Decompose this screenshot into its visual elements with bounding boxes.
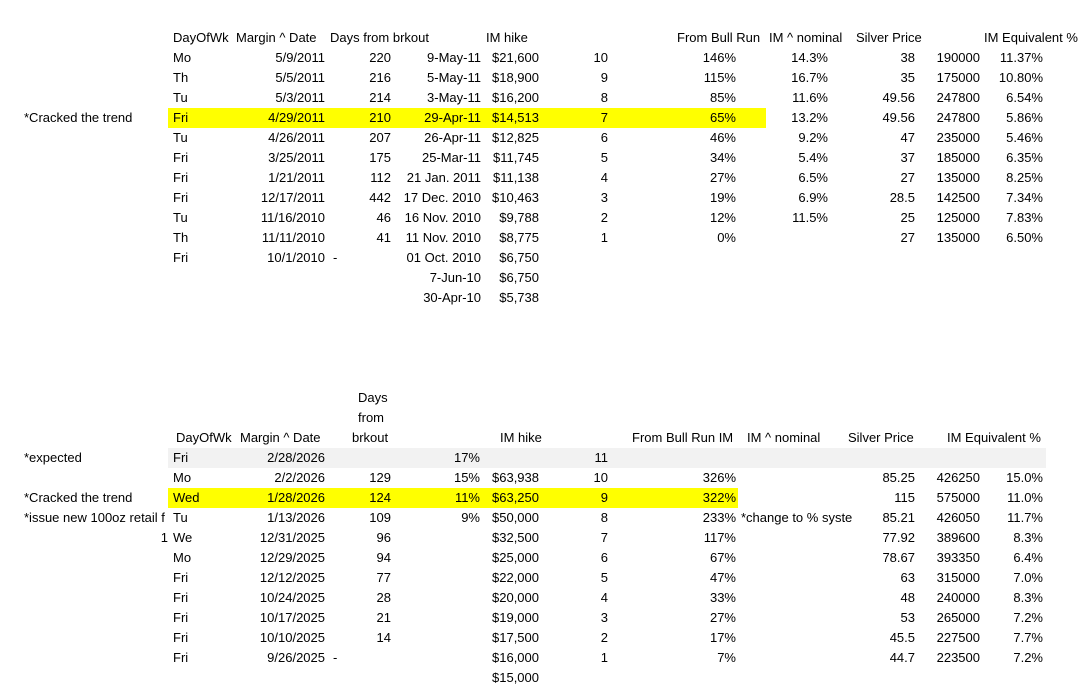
table2-row10-days: -	[333, 650, 338, 665]
table1-row1-equiv-pct: 10.80%	[998, 70, 1043, 85]
table2-row0-margin-date: 2/28/2026	[267, 450, 325, 465]
t2-header-im-nominal: IM ^ nominal	[747, 430, 821, 445]
table2-row4-pct	[430, 528, 480, 548]
table1-row8-equiv-val: 125000	[936, 210, 980, 225]
table1-row7-from-bull: 19%	[709, 190, 736, 205]
table1-row1-days: 216	[369, 70, 391, 85]
table2-row10-from-bull: 7%	[717, 650, 736, 665]
t1-header-im-equiv: IM Equivalent %	[984, 30, 1078, 45]
table2-row9-day: Fri	[173, 630, 189, 645]
table1-row2-im-hike: $16,200	[492, 90, 539, 105]
table2-row10-pct	[430, 648, 480, 668]
table2-row3-n: 8	[600, 510, 608, 525]
table1-row7-n: 3	[600, 190, 608, 205]
table1-row10-n	[560, 248, 608, 268]
table1-row6-n: 4	[600, 170, 608, 185]
table1-row7-equiv-pct: 7.34%	[1006, 190, 1043, 205]
table2-row6-days: 77	[376, 570, 391, 585]
table2-row4-equiv-val: 389600	[936, 530, 980, 545]
table2-row10-im-hike: $16,000	[492, 650, 539, 665]
table2-row7-days: 28	[376, 590, 391, 605]
table2-row1-day: Mo	[173, 470, 192, 485]
table1-row6-silver: 27	[900, 170, 915, 185]
table1-row9-equiv-pct: 6.50%	[1006, 230, 1043, 245]
t2-note-cracked: *Cracked the trend	[24, 490, 133, 505]
table1-row0-im-nominal: 14.3%	[791, 50, 828, 65]
table2-row3-pct: 9%	[461, 510, 480, 525]
table2-row8-days: 21	[376, 610, 391, 625]
table2-row3-days: 109	[369, 510, 391, 525]
table2-row5-equiv-val: 393350	[936, 550, 980, 565]
table1-row10-from-bull	[660, 248, 736, 268]
table2-row6-equiv-pct: 7.0%	[1013, 570, 1043, 585]
table2-row4-equiv-pct: 8.3%	[1013, 530, 1043, 545]
table1-row5-equiv-pct: 6.35%	[1006, 150, 1043, 165]
table2-row6-im-hike: $22,000	[492, 570, 539, 585]
t2-header-margin-date: Margin ^ Date	[240, 430, 321, 445]
table1-row10-im-nominal	[760, 248, 828, 268]
table2-row5-n: 6	[600, 550, 608, 565]
table1-row7-margin-date: 12/17/2011	[260, 190, 325, 205]
table1-row0-equiv-pct: 11.37%	[999, 50, 1043, 65]
table1-row2-equiv-val: 247800	[936, 90, 980, 105]
table1-row11-equiv-pct	[990, 268, 1043, 288]
table1-row3-equiv-val: 247800	[936, 110, 980, 125]
t1-note-cracked: *Cracked the trend	[24, 110, 133, 125]
table1-row10-equiv-val	[930, 248, 980, 268]
table1-row11-from-bull	[660, 268, 736, 288]
table2-row9-pct	[430, 628, 480, 648]
table1-row3-equiv-pct: 5.86%	[1006, 110, 1043, 125]
table1-row2-equiv-pct: 6.54%	[1006, 90, 1043, 105]
table2-row3-equiv-pct: 11.7%	[1007, 510, 1043, 525]
table1-row6-equiv-pct: 8.25%	[1006, 170, 1043, 185]
table2-row1-equiv-pct: 15.0%	[1006, 470, 1043, 485]
table2-row3-from-bull: 233%	[702, 510, 736, 525]
table1-row5-hike-date: 25-Mar-11	[421, 150, 481, 165]
table1-row0-from-bull: 146%	[702, 50, 736, 65]
table2-row7-pct	[430, 588, 480, 608]
table2-row5-day: Mo	[173, 550, 192, 565]
table1-row7-hike-date: 17 Dec. 2010	[403, 190, 481, 205]
table1-row0-hike-date: 9-May-11	[427, 50, 481, 65]
table1-row12-days	[350, 288, 391, 308]
table2-row2-silver: 115	[894, 490, 915, 505]
table2-row2-day: Wed	[173, 490, 200, 505]
table1-row7-equiv-val: 142500	[936, 190, 980, 205]
table2-row0-pct: 17%	[453, 450, 480, 465]
table2-row8-from-bull: 27%	[709, 610, 736, 625]
table2-row0-silver	[860, 448, 915, 468]
t1-header-silver-price: Silver Price	[856, 30, 922, 45]
table1-row4-silver: 47	[900, 130, 915, 145]
table1-row3-days: 210	[369, 110, 391, 125]
table2-row8-pct	[430, 608, 480, 628]
table2-row11-silver	[860, 668, 915, 688]
table1-row1-n: 9	[600, 70, 608, 85]
table1-row9-day: Th	[173, 230, 189, 245]
table2-row8-day: Fri	[173, 610, 189, 625]
table1-row11-im-hike: $6,750	[499, 270, 539, 285]
table1-row2-margin-date: 5/3/2011	[275, 90, 325, 105]
table2-row9-days: 14	[376, 630, 391, 645]
table1-row10-hike-date: 01 Oct. 2010	[406, 250, 481, 265]
table1-row11-silver	[860, 268, 915, 288]
table2-row8-im-hike: $19,000	[492, 610, 539, 625]
table2-row7-day: Fri	[173, 590, 189, 605]
table1-row0-im-hike: $21,600	[492, 50, 539, 65]
table1-row8-days: 46	[376, 210, 391, 225]
table2-row6-equiv-val: 315000	[936, 570, 980, 585]
table1-row9-from-bull: 0%	[717, 230, 736, 245]
table2-row3-silver: 85.21	[882, 510, 915, 525]
table1-row10-margin-date: 10/1/2010	[267, 250, 325, 265]
table1-row9-im-nominal	[760, 228, 828, 248]
table1-row11-hike-date: 7-Jun-10	[429, 270, 481, 285]
table2-row6-from-bull: 47%	[709, 570, 736, 585]
table1-row4-im-hike: $12,825	[492, 130, 539, 145]
table1-row7-days: 442	[369, 190, 391, 205]
table2-row6-margin-date: 12/12/2025	[259, 570, 325, 585]
t1-header-im-nominal: IM ^ nominal	[769, 30, 843, 45]
t2-header-silver-price: Silver Price	[848, 430, 914, 445]
table1-row6-margin-date: 1/21/2011	[268, 170, 325, 185]
table1-row7-day: Fri	[173, 190, 189, 205]
table2-row11-margin-date	[240, 668, 325, 688]
table2-row9-margin-date: 10/10/2025	[259, 630, 325, 645]
table1-row11-im-nominal	[760, 268, 828, 288]
table1-row6-day: Fri	[173, 170, 189, 185]
t2-header-days-line2: from	[358, 410, 384, 425]
table2-row10-silver: 44.7	[889, 650, 915, 665]
table2-row1-pct: 15%	[453, 470, 480, 485]
table1-row4-day: Tu	[173, 130, 188, 145]
table1-row5-from-bull: 34%	[709, 150, 736, 165]
table1-row12-day	[173, 288, 223, 308]
table2-row3-margin-date: 1/13/2026	[267, 510, 325, 525]
table1-row8-im-nominal: 11.5%	[792, 210, 828, 225]
table1-row0-silver: 38	[900, 50, 915, 65]
table1-row3-im-nominal: 13.2%	[791, 110, 828, 125]
table2-row10-n: 1	[600, 650, 608, 665]
table1-row3-margin-date: 4/29/2011	[268, 110, 325, 125]
table2-row2-n: 9	[600, 490, 608, 505]
table1-row8-silver: 25	[900, 210, 915, 225]
table2-row2-im-hike: $63,250	[492, 490, 539, 505]
table1-row12-from-bull	[660, 288, 736, 308]
table1-row9-hike-date: 11 Nov. 2010	[405, 230, 481, 245]
table2-row3-day: Tu	[173, 510, 188, 525]
t2-note-change: *change to % syste	[741, 510, 853, 525]
table2-row1-n: 10	[593, 470, 608, 485]
table1-row7-im-hike: $10,463	[492, 190, 539, 205]
table1-row1-silver: 35	[900, 70, 915, 85]
table2-row2-pct: 11%	[454, 490, 480, 505]
t1-header-margin-date: Margin ^ Date	[236, 30, 317, 45]
t2-note-expected: *expected	[24, 450, 82, 465]
table1-row5-silver: 37	[900, 150, 915, 165]
table2-row7-from-bull: 33%	[709, 590, 736, 605]
table2-row8-margin-date: 10/17/2025	[259, 610, 325, 625]
table1-row12-n	[560, 288, 608, 308]
table1-row8-n: 2	[600, 210, 608, 225]
table1-row4-n: 6	[600, 130, 608, 145]
table2-row5-pct	[430, 548, 480, 568]
t2-header-from-bull: From Bull Run IM	[632, 430, 734, 445]
table1-row1-equiv-val: 175000	[936, 70, 980, 85]
table2-row11-equiv-val	[930, 668, 980, 688]
table1-row8-margin-date: 11/16/2010	[260, 210, 325, 225]
table2-row5-from-bull: 67%	[709, 550, 736, 565]
table1-row5-n: 5	[600, 150, 608, 165]
table1-row8-im-hike: $9,788	[499, 210, 539, 225]
table2-row8-silver: 53	[900, 610, 915, 625]
table2-row8-equiv-val: 265000	[936, 610, 980, 625]
table1-row9-equiv-val: 135000	[936, 230, 980, 245]
table1-row9-im-hike: $8,775	[499, 230, 539, 245]
table1-row11-margin-date	[240, 268, 325, 288]
table1-row5-day: Fri	[173, 150, 189, 165]
t2-note-one: 1	[160, 530, 168, 545]
table1-row2-day: Tu	[173, 90, 188, 105]
table2-row2-equiv-val: 575000	[936, 490, 980, 505]
table1-row8-hike-date: 16 Nov. 2010	[404, 210, 481, 225]
table2-row11-n	[560, 668, 608, 688]
table1-row0-day: Mo	[173, 50, 192, 65]
table2-row0-days	[350, 448, 391, 468]
table1-row12-equiv-pct	[990, 288, 1043, 308]
table2-row9-from-bull: 17%	[709, 630, 736, 645]
table1-row3-n: 7	[600, 110, 608, 125]
table1-row5-equiv-val: 185000	[936, 150, 980, 165]
table2-row0-from-bull	[660, 448, 736, 468]
table1-row6-im-hike: $11,138	[492, 170, 539, 185]
table1-row4-im-nominal: 9.2%	[798, 130, 828, 145]
table2-row9-n: 2	[600, 630, 608, 645]
table2-row4-im-hike: $32,500	[492, 530, 539, 545]
table2-row10-day: Fri	[173, 650, 189, 665]
table1-row12-silver	[860, 288, 915, 308]
table2-row11-from-bull	[660, 668, 736, 688]
table1-row5-im-hike: $11,745	[492, 150, 539, 165]
table1-row9-margin-date: 11/11/2010	[261, 230, 325, 245]
table1-row1-im-hike: $18,900	[492, 70, 539, 85]
table1-row2-n: 8	[600, 90, 608, 105]
table2-row2-days: 124	[369, 490, 391, 505]
table1-row6-im-nominal: 6.5%	[798, 170, 828, 185]
table1-row5-margin-date: 3/25/2011	[268, 150, 325, 165]
table2-row9-equiv-pct: 7.7%	[1013, 630, 1043, 645]
table1-row3-im-hike: $14,513	[492, 110, 539, 125]
table2-row7-n: 4	[600, 590, 608, 605]
table2-row0-equiv-pct	[990, 448, 1043, 468]
table1-row11-day	[173, 268, 223, 288]
table2-row7-equiv-pct: 8.3%	[1013, 590, 1043, 605]
table2-row0-day: Fri	[173, 450, 189, 465]
table1-row0-equiv-val: 190000	[936, 50, 980, 65]
table2-row6-n: 5	[600, 570, 608, 585]
table2-row6-silver: 63	[900, 570, 915, 585]
table1-row2-hike-date: 3-May-11	[427, 90, 481, 105]
table2-row6-pct	[430, 568, 480, 588]
table1-row2-silver: 49.56	[882, 90, 915, 105]
table2-row10-equiv-pct: 7.2%	[1013, 650, 1043, 665]
table1-row4-equiv-pct: 5.46%	[1006, 130, 1043, 145]
table1-row3-silver: 49.56	[882, 110, 915, 125]
table1-row7-im-nominal: 6.9%	[798, 190, 828, 205]
t2-note-issue: *issue new 100oz retail f	[24, 510, 165, 525]
table2-row2-from-bull: 322%	[702, 490, 736, 505]
table2-row7-im-hike: $20,000	[492, 590, 539, 605]
t1-header-days-from: Days from brkout	[330, 30, 429, 45]
table2-row4-margin-date: 12/31/2025	[259, 530, 325, 545]
table2-row3-im-hike: $50,000	[492, 510, 539, 525]
table1-row12-equiv-val	[930, 288, 980, 308]
table2-row6-day: Fri	[173, 570, 189, 585]
table2-row7-silver: 48	[900, 590, 915, 605]
table2-row1-margin-date: 2/2/2026	[274, 470, 325, 485]
table2-row11-day	[173, 668, 223, 688]
table2-row9-im-hike: $17,500	[492, 630, 539, 645]
table1-row8-equiv-pct: 7.83%	[1006, 210, 1043, 225]
table2-row1-equiv-val: 426250	[936, 470, 980, 485]
table2-row4-days: 96	[376, 530, 391, 545]
table1-row1-hike-date: 5-May-11	[427, 70, 481, 85]
table1-row2-from-bull: 85%	[709, 90, 736, 105]
table1-row9-silver: 27	[900, 230, 915, 245]
table2-row11-pct	[430, 668, 480, 688]
table1-row5-days: 175	[369, 150, 391, 165]
table1-row10-day: Fri	[173, 250, 189, 265]
table1-row8-day: Tu	[173, 210, 188, 225]
table2-row2-margin-date: 1/28/2026	[267, 490, 325, 505]
table1-row9-days: 41	[376, 230, 391, 245]
t2-header-im-equiv: IM Equivalent %	[947, 430, 1041, 445]
table2-row2-equiv-pct: 11.0%	[1007, 490, 1043, 505]
table1-row11-equiv-val	[930, 268, 980, 288]
table2-row4-n: 7	[600, 530, 608, 545]
table1-row8-from-bull: 12%	[709, 210, 736, 225]
table2-row5-equiv-pct: 6.4%	[1013, 550, 1043, 565]
table1-row0-margin-date: 5/9/2011	[275, 50, 325, 65]
table2-row8-equiv-pct: 7.2%	[1013, 610, 1043, 625]
table2-row1-from-bull: 326%	[702, 470, 736, 485]
t1-header-day: DayOfWk	[173, 30, 229, 45]
table1-row7-silver: 28.5	[889, 190, 915, 205]
table2-row10-margin-date: 9/26/2025	[267, 650, 325, 665]
table1-row4-days: 207	[369, 130, 391, 145]
table2-row11-im-hike: $15,000	[492, 670, 539, 685]
table1-row2-im-nominal: 11.6%	[792, 90, 828, 105]
t1-header-im-hike: IM hike	[486, 30, 528, 45]
table1-row3-hike-date: 29-Apr-11	[424, 110, 481, 125]
table2-row4-from-bull: 117%	[703, 530, 736, 545]
table1-row9-n: 1	[600, 230, 608, 245]
table2-row9-equiv-val: 227500	[936, 630, 980, 645]
table1-row6-days: 112	[370, 170, 391, 185]
table2-row11-equiv-pct	[990, 668, 1043, 688]
table2-row0-im-hike	[484, 448, 539, 468]
table1-row10-days: -	[333, 250, 338, 265]
table2-row11-days	[350, 668, 391, 688]
table1-row10-im-hike: $6,750	[499, 250, 539, 265]
table1-row3-from-bull: 65%	[709, 110, 736, 125]
table2-row3-equiv-val: 426050	[936, 510, 980, 525]
table1-row4-hike-date: 26-Apr-11	[424, 130, 481, 145]
table1-row5-im-nominal: 5.4%	[798, 150, 828, 165]
t2-header-days-line1: Days	[358, 390, 388, 405]
table1-row6-equiv-val: 135000	[936, 170, 980, 185]
table1-row6-from-bull: 27%	[709, 170, 736, 185]
table1-row0-n: 10	[593, 50, 608, 65]
table1-row1-im-nominal: 16.7%	[791, 70, 828, 85]
table1-row12-im-nominal	[760, 288, 828, 308]
table1-row2-days: 214	[369, 90, 391, 105]
table2-row0-equiv-val	[930, 448, 980, 468]
table2-row10-equiv-val: 223500	[936, 650, 980, 665]
table2-row5-margin-date: 12/29/2025	[259, 550, 325, 565]
table2-row0-n: 11	[594, 450, 608, 465]
t2-header-days-line3: brkout	[352, 430, 389, 445]
table2-row8-n: 3	[600, 610, 608, 625]
table2-row5-im-hike: $25,000	[492, 550, 539, 565]
table2-row1-im-hike: $63,938	[492, 470, 539, 485]
table2-row4-day: We	[173, 530, 193, 545]
table1-row0-days: 220	[369, 50, 391, 65]
table1-row11-n	[560, 268, 608, 288]
t1-header-from-bull: From Bull Run	[677, 30, 761, 45]
table1-row1-margin-date: 5/5/2011	[275, 70, 325, 85]
table1-row4-margin-date: 4/26/2011	[268, 130, 325, 145]
table1-row1-from-bull: 115%	[703, 70, 736, 85]
t2-header-im-hike: IM hike	[500, 430, 542, 445]
table2-row1-days: 129	[369, 470, 391, 485]
table1-row1-day: Th	[173, 70, 189, 85]
table1-row10-equiv-pct	[990, 248, 1043, 268]
table1-row3-day: Fri	[173, 110, 189, 125]
table2-row7-margin-date: 10/24/2025	[259, 590, 325, 605]
table2-row5-silver: 78.67	[882, 550, 915, 565]
table1-row4-equiv-val: 235000	[936, 130, 980, 145]
t2-header-day: DayOfWk	[176, 430, 232, 445]
table1-row12-hike-date: 30-Apr-10	[423, 290, 481, 305]
table2-row5-days: 94	[376, 550, 391, 565]
table1-row10-silver	[860, 248, 915, 268]
table2-row7-equiv-val: 240000	[936, 590, 980, 605]
table2-row4-silver: 77.92	[882, 530, 915, 545]
table2-row9-silver: 45.5	[889, 630, 915, 645]
table1-row4-from-bull: 46%	[709, 130, 736, 145]
table1-row6-hike-date: 21 Jan. 2011	[406, 170, 481, 185]
table1-row12-margin-date	[240, 288, 325, 308]
table2-row1-silver: 85.25	[882, 470, 915, 485]
table1-row11-days	[350, 268, 391, 288]
table1-row12-im-hike: $5,738	[499, 290, 539, 305]
